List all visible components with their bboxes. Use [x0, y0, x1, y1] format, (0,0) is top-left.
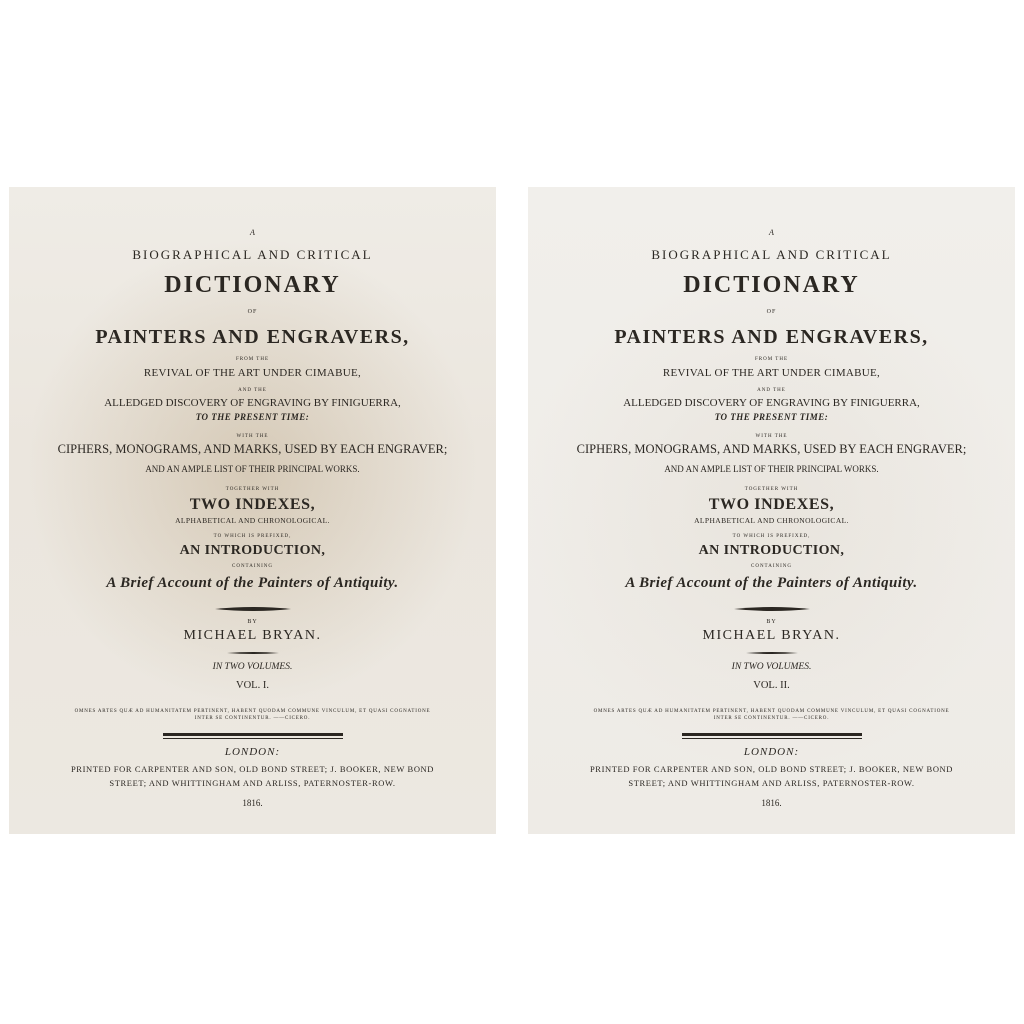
- title-painters-engravers: PAINTERS AND ENGRAVERS,: [95, 326, 410, 348]
- title-painters-engravers: PAINTERS AND ENGRAVERS,: [614, 326, 929, 348]
- motto-line-2: INTER SE CONTINENTUR. ——CICERO.: [713, 716, 830, 721]
- publication-year: 1816.: [761, 798, 782, 808]
- article-a: A: [250, 228, 255, 237]
- word-together-with: TOGETHER WITH: [225, 487, 280, 492]
- line-alledged: ALLEDGED DISCOVERY OF ENGRAVING BY FINIGUERRA,: [623, 397, 920, 409]
- line-ample-list: AND AN AMPLE LIST OF THEIR PRINCIPAL WORKS.: [664, 464, 879, 474]
- line-two-indexes: TWO INDEXES,: [708, 496, 835, 513]
- article-a: A: [769, 228, 774, 237]
- word-containing: CONTAINING: [232, 564, 273, 569]
- word-and-the: AND THE: [757, 388, 786, 393]
- imprint-line-1: PRINTED FOR CARPENTER AND SON, OLD BOND STREET; J. BOOKER, NEW BOND: [70, 764, 435, 774]
- word-prefixed: TO WHICH IS PREFIXED,: [213, 534, 292, 539]
- line-revival: REVIVAL OF THE ART UNDER CIMABUE,: [662, 367, 881, 379]
- motto-line-1: OMNES ARTES QUÆ AD HUMANITATEM PERTINENT, HABENT QUODAM COMMUNE VINCULUM, ET QUASI COGNATIONE: [593, 709, 950, 714]
- imprint-line-1: PRINTED FOR CARPENTER AND SON, OLD BOND STREET; J. BOOKER, NEW BOND: [589, 764, 954, 774]
- volume-number: VOL. I.: [236, 680, 269, 691]
- word-together-with: TOGETHER WITH: [744, 487, 799, 492]
- title-page-volume-1: [9, 187, 496, 834]
- motto-line-1: OMNES ARTES QUÆ AD HUMANITATEM PERTINENT, HABENT QUODAM COMMUNE VINCULUM, ET QUASI COGNATIONE: [74, 709, 431, 714]
- small-ornament-divider: [746, 651, 798, 655]
- title-page-volume-2: [528, 187, 1015, 834]
- title-dictionary: DICTIONARY: [164, 272, 341, 298]
- word-of: OF: [766, 309, 777, 315]
- line-brief-account: A Brief Account of the Painters of Antiquity.: [106, 575, 399, 591]
- ornament-divider: [734, 606, 810, 612]
- word-from-the: FROM THE: [754, 357, 789, 362]
- line-ciphers: CIPHERS, MONOGRAMS, AND MARKS, USED BY EACH ENGRAVER;: [57, 442, 448, 456]
- volume-number: VOL. II.: [753, 680, 790, 691]
- line-brief-account: A Brief Account of the Painters of Antiquity.: [625, 575, 918, 591]
- line-introduction: AN INTRODUCTION,: [698, 543, 845, 558]
- line-present-time: TO THE PRESENT TIME:: [714, 412, 829, 422]
- double-rule-thin: [682, 738, 862, 739]
- word-with-the: WITH THE: [755, 434, 788, 439]
- line-ciphers: CIPHERS, MONOGRAMS, AND MARKS, USED BY EACH ENGRAVER;: [576, 442, 967, 456]
- imprint-london: LONDON:: [743, 746, 800, 758]
- subtitle-biographical: BIOGRAPHICAL AND CRITICAL: [132, 247, 373, 262]
- word-containing: CONTAINING: [751, 564, 792, 569]
- line-alledged: ALLEDGED DISCOVERY OF ENGRAVING BY FINIGUERRA,: [104, 397, 401, 409]
- double-rule-thin: [163, 738, 343, 739]
- subtitle-biographical: BIOGRAPHICAL AND CRITICAL: [651, 247, 892, 262]
- line-two-indexes: TWO INDEXES,: [189, 496, 316, 513]
- line-introduction: AN INTRODUCTION,: [179, 543, 326, 558]
- line-two-volumes: IN TWO VOLUMES.: [731, 662, 812, 672]
- author-name: MICHAEL BRYAN.: [183, 628, 322, 643]
- word-with-the: WITH THE: [236, 434, 269, 439]
- motto-line-2: INTER SE CONTINENTUR. ——CICERO.: [194, 716, 311, 721]
- publication-year: 1816.: [242, 798, 263, 808]
- line-alphabetical: ALPHABETICAL AND CHRONOLOGICAL.: [175, 516, 330, 525]
- word-and-the: AND THE: [238, 388, 267, 393]
- word-by: BY: [247, 619, 258, 625]
- line-two-volumes: IN TWO VOLUMES.: [212, 662, 293, 672]
- line-present-time: TO THE PRESENT TIME:: [195, 412, 310, 422]
- ornament-divider: [215, 606, 291, 612]
- line-revival: REVIVAL OF THE ART UNDER CIMABUE,: [143, 367, 362, 379]
- small-ornament-divider: [227, 651, 279, 655]
- double-rule-thick: [682, 733, 862, 736]
- imprint-line-2: STREET; AND WHITTINGHAM AND ARLISS, PATERNOSTER-ROW.: [628, 778, 915, 788]
- word-by: BY: [766, 619, 777, 625]
- line-alphabetical: ALPHABETICAL AND CHRONOLOGICAL.: [694, 516, 849, 525]
- word-from-the: FROM THE: [235, 357, 270, 362]
- line-ample-list: AND AN AMPLE LIST OF THEIR PRINCIPAL WORKS.: [145, 464, 360, 474]
- word-prefixed: TO WHICH IS PREFIXED,: [732, 534, 811, 539]
- imprint-london: LONDON:: [224, 746, 281, 758]
- double-rule-thick: [163, 733, 343, 736]
- title-dictionary: DICTIONARY: [683, 272, 860, 298]
- word-of: OF: [247, 309, 258, 315]
- author-name: MICHAEL BRYAN.: [702, 628, 841, 643]
- imprint-line-2: STREET; AND WHITTINGHAM AND ARLISS, PATERNOSTER-ROW.: [109, 778, 396, 788]
